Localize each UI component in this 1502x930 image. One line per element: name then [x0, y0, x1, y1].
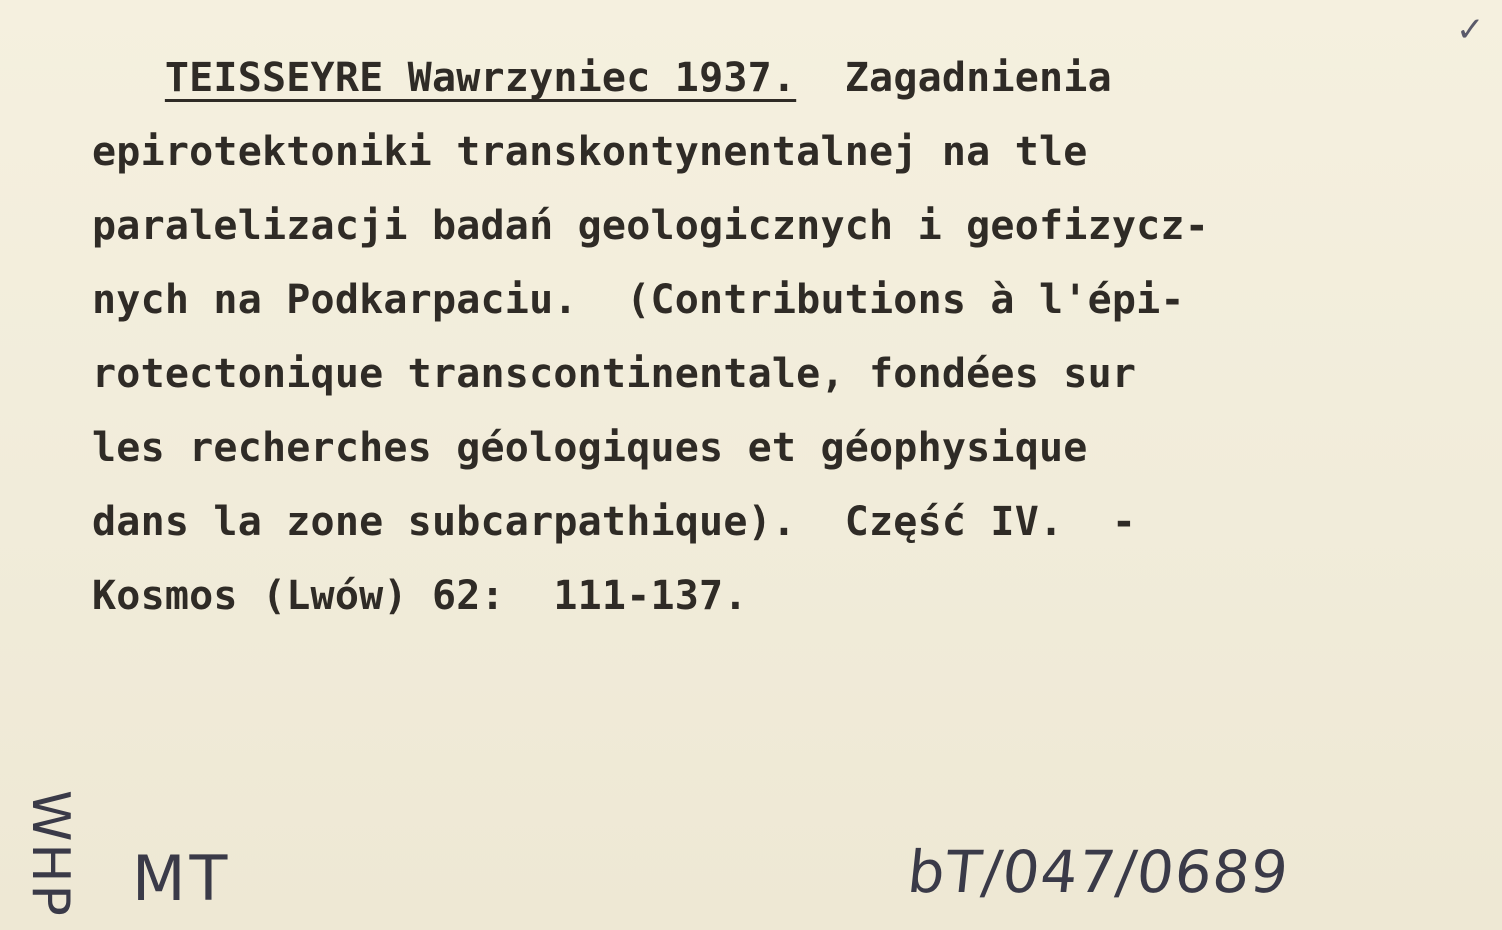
citation-line-5: rotectonique transcontinentale, fondées sur — [92, 351, 1137, 397]
citation-line-2: epirotektoniki transkontynentalnej na tle — [92, 129, 1088, 175]
check-mark: ✓ — [1456, 10, 1485, 50]
citation-line-4: nych na Podkarpaciu. (Contributions à l'épi- — [92, 277, 1185, 323]
vertical-handwritten-mark — [10, 790, 90, 925]
citation-line-6: les recherches géologiques et géophysique — [92, 425, 1088, 471]
vertical-mark-text: WHP — [20, 790, 80, 918]
shelf-mark-handwritten: bT/047/0689 — [904, 838, 1293, 906]
citation-line-1 — [92, 48, 1112, 108]
author-year: TEISSEYRE Wawrzyniec 1937. — [164, 55, 797, 101]
citation-line-8: Kosmos (Lwów) 62: 111-137. — [92, 573, 748, 619]
initials-handwritten: MT — [132, 842, 232, 915]
citation-line-7: dans la zone subcarpathique). Część IV. - — [92, 499, 1137, 545]
title-start: Zagadnienia — [796, 55, 1112, 101]
citation-line-3: paralelizacji badań geologicznych i geofizycz- — [92, 203, 1209, 249]
